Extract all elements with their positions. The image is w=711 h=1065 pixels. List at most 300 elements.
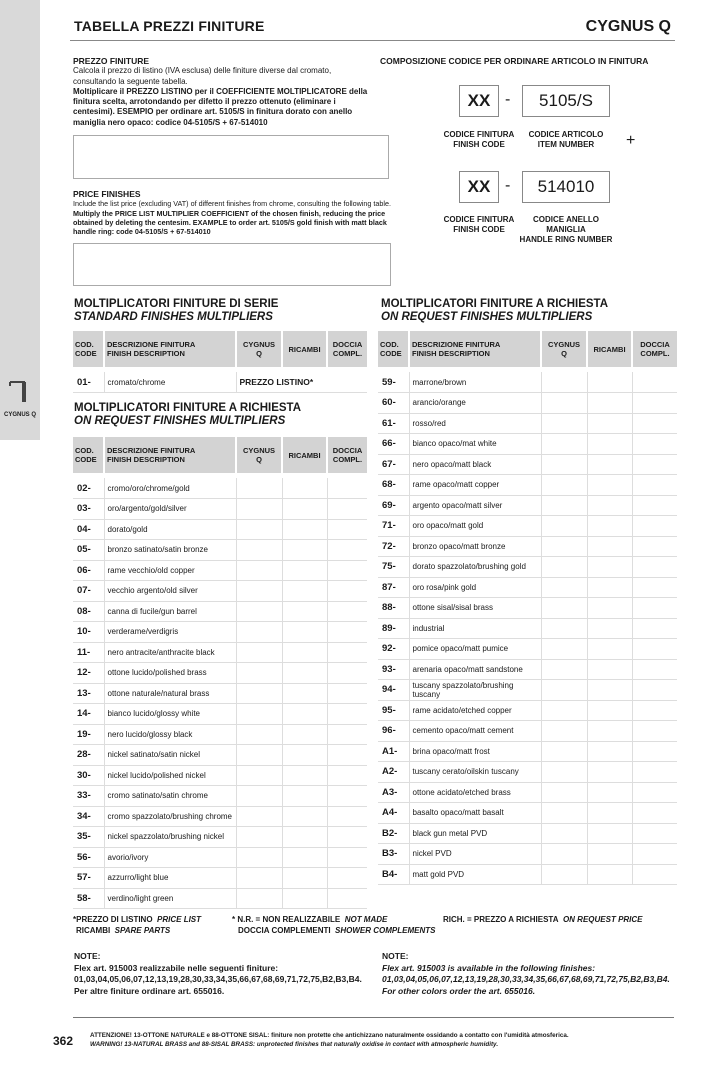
cell-cygnus	[236, 724, 282, 745]
finish-code: 14-	[73, 704, 104, 725]
table-header-row	[378, 331, 677, 367]
cell-doccia	[327, 786, 367, 807]
table-row	[378, 618, 677, 639]
cell-cygnus	[541, 598, 587, 619]
finish-code: 61-	[378, 413, 409, 434]
finish-description: vecchio argento/old silver	[104, 581, 236, 602]
cell-doccia	[327, 745, 367, 766]
request-right-table	[378, 331, 677, 885]
cell-ricambi	[587, 659, 632, 680]
cell-doccia	[632, 823, 677, 844]
cell-cygnus	[541, 639, 587, 660]
table-row	[73, 888, 367, 909]
cell-ricambi	[282, 827, 327, 848]
cell-ricambi	[282, 786, 327, 807]
cell-doccia	[327, 478, 367, 499]
page-number: 362	[53, 1034, 74, 1048]
section-bold-text: Multiply the PRICE LIST MULTIPLIER COEFFICIENT of the chosen finish, reducing the price obtained by deleting the centesim. EXAMPLE to order art. 5105/S gold finish with matt black handle ring: code 04-5105/S + 67-514010	[73, 208, 387, 237]
cell-ricambi	[282, 704, 327, 725]
table-row	[73, 786, 367, 807]
table-row	[73, 806, 367, 827]
table-row	[73, 868, 367, 889]
finish-description: bianco lucido/glossy white	[104, 704, 236, 725]
cell-doccia	[632, 803, 677, 824]
finish-description: ottone acidato/etched brass	[409, 782, 541, 803]
handle-ring-code-box: 514010	[522, 171, 610, 203]
cell-cygnus	[541, 823, 587, 844]
table-row	[73, 642, 367, 663]
finish-code: 12-	[73, 663, 104, 684]
table-row	[378, 413, 677, 434]
finish-description: oro rosa/pink gold	[409, 577, 541, 598]
col-code: COD. CODE	[378, 331, 409, 367]
finish-description: tuscany cerato/oilskin tuscany	[409, 762, 541, 783]
finish-code: 35-	[73, 827, 104, 848]
finish-description: bianco opaco/mat white	[409, 434, 541, 455]
cell-cygnus	[541, 475, 587, 496]
col-doccia: DOCCIA COMPL.	[327, 437, 367, 473]
cell-cygnus	[236, 601, 282, 622]
finish-description: oro/argento/gold/silver	[104, 499, 236, 520]
cell-doccia	[632, 782, 677, 803]
table-row	[73, 745, 367, 766]
cell-doccia	[632, 598, 677, 619]
cell-doccia	[327, 601, 367, 622]
notes-box-en	[73, 243, 391, 286]
table-row	[378, 721, 677, 742]
standard-heading: MOLTIPLICATORI FINITURE DI SERIE STANDARD FINISHES MULTIPLIERS	[74, 298, 279, 323]
cell-ricambi	[282, 724, 327, 745]
cell-ricambi	[587, 372, 632, 393]
handle-ring-caption: CODICE ANELLO MANIGLIA HANDLE RING NUMBER	[519, 215, 613, 244]
table-row	[73, 704, 367, 725]
col-ricambi: RICAMBI	[587, 331, 632, 367]
cell-ricambi	[587, 434, 632, 455]
col-cygnus: CYGNUS Q	[236, 331, 282, 367]
section-price-finishes	[73, 190, 391, 236]
cell-ricambi	[282, 601, 327, 622]
cell-doccia	[632, 639, 677, 660]
cell-ricambi	[282, 888, 327, 909]
finish-description: cromato/chrome	[104, 372, 236, 393]
cell-cygnus	[541, 803, 587, 824]
cell-cygnus	[541, 495, 587, 516]
finish-description: cromo/oro/chrome/gold	[104, 478, 236, 499]
cell-doccia	[632, 495, 677, 516]
cell-cygnus	[541, 700, 587, 721]
finish-description: canna di fucile/gun barrel	[104, 601, 236, 622]
finish-description: dorato spazzolato/brushing gold	[409, 557, 541, 578]
finish-code: 71-	[378, 516, 409, 537]
cell-doccia	[327, 540, 367, 561]
finish-description: rame vecchio/old copper	[104, 560, 236, 581]
finish-code: 33-	[73, 786, 104, 807]
table-row	[378, 372, 677, 393]
cell-doccia	[632, 536, 677, 557]
cell-cygnus	[236, 827, 282, 848]
cell-cygnus	[236, 786, 282, 807]
table-row	[73, 683, 367, 704]
cell-doccia	[327, 724, 367, 745]
cell-ricambi	[282, 519, 327, 540]
cell-cygnus	[236, 704, 282, 725]
cell-cygnus	[541, 721, 587, 742]
cell-doccia	[327, 519, 367, 540]
item-code-box: 5105/S	[522, 85, 610, 117]
cell-doccia	[327, 581, 367, 602]
finish-description: arenaria opaco/matt sandstone	[409, 659, 541, 680]
finish-code-caption: CODICE FINITURA FINISH CODE	[443, 130, 515, 149]
cell-ricambi	[587, 618, 632, 639]
cell-ricambi	[587, 577, 632, 598]
cell-ricambi	[587, 823, 632, 844]
cell-ricambi	[282, 622, 327, 643]
finish-description: brina opaco/matt frost	[409, 741, 541, 762]
page-title: TABELLA PREZZI FINITURE	[74, 18, 265, 34]
side-label: CYGNUS Q	[4, 412, 37, 418]
finish-description: verdino/light green	[104, 888, 236, 909]
col-doccia: DOCCIA COMPL.	[632, 331, 677, 367]
finish-code: B3-	[378, 844, 409, 865]
table-row	[378, 536, 677, 557]
cell-cygnus	[236, 663, 282, 684]
cell-doccia	[632, 741, 677, 762]
finish-description: nickel spazzolato/brushing nickel	[104, 827, 236, 848]
table-row	[378, 844, 677, 865]
composition-title: COMPOSIZIONE CODICE PER ORDINARE ARTICOLO IN FINITURA	[380, 56, 649, 66]
finish-description: rame opaco/matt copper	[409, 475, 541, 496]
cell-cygnus	[541, 557, 587, 578]
cell-ricambi	[282, 765, 327, 786]
cell-cygnus	[236, 868, 282, 889]
table-row	[378, 782, 677, 803]
cell-cygnus	[541, 454, 587, 475]
cell-ricambi	[282, 560, 327, 581]
standard-table	[73, 331, 367, 393]
finish-code: B2-	[378, 823, 409, 844]
finish-description: nero opaco/matt black	[409, 454, 541, 475]
finish-description: bronzo opaco/matt bronze	[409, 536, 541, 557]
finish-description: matt gold PVD	[409, 864, 541, 885]
cell-cygnus	[236, 642, 282, 663]
cell-ricambi	[587, 495, 632, 516]
cell-doccia	[632, 413, 677, 434]
cell-cygnus	[541, 372, 587, 393]
section-text: Calcola il prezzo di listino (IVA esclusa) delle finiture diverse dal cromato, consultando la seguente tabella.	[73, 66, 332, 86]
table-row	[378, 598, 677, 619]
finish-code-box: XX	[459, 85, 499, 117]
cell-cygnus	[541, 516, 587, 537]
table-row	[73, 478, 367, 499]
finish-code: 94-	[378, 680, 409, 701]
finish-value: PREZZO LISTINO*	[236, 372, 367, 393]
cell-doccia	[632, 844, 677, 865]
cell-ricambi	[587, 762, 632, 783]
cell-cygnus	[541, 434, 587, 455]
col-ricambi: RICAMBI	[282, 437, 327, 473]
cell-cygnus	[541, 393, 587, 414]
cell-cygnus	[236, 847, 282, 868]
cell-doccia	[327, 888, 367, 909]
cell-cygnus	[236, 540, 282, 561]
table-row	[378, 434, 677, 455]
finish-description: industrial	[409, 618, 541, 639]
finish-code: 30-	[73, 765, 104, 786]
faucet-icon	[6, 378, 36, 404]
finish-code: A3-	[378, 782, 409, 803]
cell-ricambi	[282, 806, 327, 827]
cell-cygnus	[236, 560, 282, 581]
table-row	[378, 393, 677, 414]
section-text: Include the list price (excluding VAT) of different finishes from chrome, consulting the following table.	[73, 199, 392, 209]
finish-description: tuscany spazzolato/brushing tuscany	[409, 680, 541, 701]
cell-cygnus	[541, 762, 587, 783]
cell-ricambi	[587, 598, 632, 619]
finish-description: cemento opaco/matt cement	[409, 721, 541, 742]
finish-description: ottone naturale/natural brass	[104, 683, 236, 704]
table-row	[378, 516, 677, 537]
finish-code: 10-	[73, 622, 104, 643]
cell-doccia	[327, 622, 367, 643]
cell-cygnus	[236, 745, 282, 766]
table-row	[73, 622, 367, 643]
finish-code: 88-	[378, 598, 409, 619]
table-row	[73, 847, 367, 868]
cell-ricambi	[282, 540, 327, 561]
cell-ricambi	[587, 680, 632, 701]
col-description: DESCRIZIONE FINITURA FINISH DESCRIPTION	[104, 331, 236, 367]
finish-code: 03-	[73, 499, 104, 520]
finish-code-box: XX	[459, 171, 499, 203]
finish-code: 06-	[73, 560, 104, 581]
cell-doccia	[632, 618, 677, 639]
cell-doccia	[632, 393, 677, 414]
cell-cygnus	[236, 519, 282, 540]
col-cygnus: CYGNUS Q	[541, 331, 587, 367]
cell-ricambi	[587, 639, 632, 660]
cell-doccia	[632, 434, 677, 455]
cell-ricambi	[587, 844, 632, 865]
finish-code: 72-	[378, 536, 409, 557]
request-right-heading: MOLTIPLICATORI FINITURE A RICHIESTA ON REQUEST FINISHES MULTIPLIERS	[381, 298, 609, 323]
finish-description: nero antracite/anthracite black	[104, 642, 236, 663]
cell-ricambi	[587, 741, 632, 762]
table-row	[73, 663, 367, 684]
finish-code: 04-	[73, 519, 104, 540]
section-title: PRICE FINISHES	[73, 189, 141, 199]
finish-code: A1-	[378, 741, 409, 762]
cell-ricambi	[587, 454, 632, 475]
finish-code: 92-	[378, 639, 409, 660]
cell-doccia	[632, 577, 677, 598]
col-ricambi: RICAMBI	[282, 331, 327, 367]
cell-doccia	[327, 827, 367, 848]
table-row	[73, 601, 367, 622]
cell-doccia	[632, 659, 677, 680]
finish-description: avorio/ivory	[104, 847, 236, 868]
section-title: PREZZO FINITURE	[73, 56, 150, 66]
cell-ricambi	[587, 475, 632, 496]
cell-ricambi	[282, 642, 327, 663]
cell-ricambi	[282, 683, 327, 704]
finish-description: argento opaco/matt silver	[409, 495, 541, 516]
notes-box-it	[73, 135, 389, 179]
finish-code: 28-	[73, 745, 104, 766]
cell-ricambi	[587, 413, 632, 434]
finish-code: 59-	[378, 372, 409, 393]
finish-description: bronzo satinato/satin bronze	[104, 540, 236, 561]
table-row	[73, 499, 367, 520]
cell-cygnus	[236, 622, 282, 643]
cell-ricambi	[282, 663, 327, 684]
cell-cygnus	[541, 844, 587, 865]
finish-code: 68-	[378, 475, 409, 496]
cell-cygnus	[541, 413, 587, 434]
table-row	[378, 475, 677, 496]
cell-ricambi	[587, 721, 632, 742]
finish-code-caption: CODICE FINITURA FINISH CODE	[443, 215, 515, 234]
cell-cygnus	[541, 741, 587, 762]
finish-code: 01-	[73, 372, 104, 393]
table-row	[378, 741, 677, 762]
divider	[70, 40, 675, 41]
cell-doccia	[327, 847, 367, 868]
cell-cygnus	[541, 782, 587, 803]
cell-cygnus	[541, 864, 587, 885]
table-row	[378, 454, 677, 475]
finish-description: rame acidato/etched copper	[409, 700, 541, 721]
cell-doccia	[632, 516, 677, 537]
cell-cygnus	[236, 581, 282, 602]
section-bold-text: Moltiplicare il PREZZO LISTINO per il COEFFICIENTE MOLTIPLICATORE della finitura scelta, arrotondando per difetto il prezzo ottenuto (eliminare i centesimi). ESEMPIO per ordinare art. 5105/S in finitura dorato con anello maniglia nero opaco: codice 04-5105/S + 67-514010	[73, 86, 368, 127]
warning: ATTENZIONE! 13-OTTONE NATURALE e 88-OTTONE SISAL: finiture non protette che antichizzano naturalmente ossidando a contatto con l'umidità atmosferica. WARNING! 13-NATURAL BRASS and 88-SISAL BRASS: unprotected finishes that naturally oxidise in contact with atmospheric humidity.	[90, 1032, 569, 1048]
col-description: DESCRIZIONE FINITURA FINISH DESCRIPTION	[409, 331, 541, 367]
table-row	[73, 540, 367, 561]
cell-ricambi	[282, 581, 327, 602]
table-row	[73, 372, 367, 393]
cell-doccia	[327, 683, 367, 704]
finish-description: oro opaco/matt gold	[409, 516, 541, 537]
finish-code: 89-	[378, 618, 409, 639]
col-cygnus: CYGNUS Q	[236, 437, 282, 473]
cell-cygnus	[541, 536, 587, 557]
finish-description: ottone lucido/polished brass	[104, 663, 236, 684]
finish-code: 56-	[73, 847, 104, 868]
cell-ricambi	[587, 700, 632, 721]
cell-doccia	[327, 806, 367, 827]
table-header-row	[73, 437, 367, 473]
cell-ricambi	[587, 536, 632, 557]
finish-code: 95-	[378, 700, 409, 721]
section-prezzo-finiture	[73, 56, 373, 128]
finish-code: 05-	[73, 540, 104, 561]
cell-cygnus	[236, 888, 282, 909]
plus-sign: +	[626, 132, 636, 149]
table-row	[378, 864, 677, 885]
finish-description: arancio/orange	[409, 393, 541, 414]
finish-code: 11-	[73, 642, 104, 663]
cell-ricambi	[282, 847, 327, 868]
finish-code: 60-	[378, 393, 409, 414]
table-row	[378, 659, 677, 680]
finish-code: 93-	[378, 659, 409, 680]
table-row	[73, 560, 367, 581]
footer-divider	[73, 1017, 674, 1018]
finish-description: nickel lucido/polished nickel	[104, 765, 236, 786]
finish-description: nickel PVD	[409, 844, 541, 865]
finish-description: rosso/red	[409, 413, 541, 434]
cell-ricambi	[587, 864, 632, 885]
finish-description: black gun metal PVD	[409, 823, 541, 844]
cell-doccia	[632, 557, 677, 578]
cell-ricambi	[282, 868, 327, 889]
cell-doccia	[327, 663, 367, 684]
cell-cygnus	[541, 618, 587, 639]
finish-description: nickel satinato/satin nickel	[104, 745, 236, 766]
table-row	[378, 557, 677, 578]
table-row	[378, 577, 677, 598]
finish-code: 13-	[73, 683, 104, 704]
finish-description: dorato/gold	[104, 519, 236, 540]
dash: -	[505, 91, 511, 108]
table-row	[73, 581, 367, 602]
cell-ricambi	[587, 393, 632, 414]
table-row	[73, 827, 367, 848]
request-left-heading: MOLTIPLICATORI FINITURE A RICHIESTA ON REQUEST FINISHES MULTIPLIERS	[74, 402, 302, 427]
cell-cygnus	[236, 765, 282, 786]
cell-ricambi	[282, 499, 327, 520]
finish-code: 66-	[378, 434, 409, 455]
cell-cygnus	[541, 659, 587, 680]
cell-doccia	[327, 704, 367, 725]
table-row	[378, 762, 677, 783]
cell-ricambi	[282, 745, 327, 766]
finish-code: 96-	[378, 721, 409, 742]
table-row	[378, 639, 677, 660]
cell-cygnus	[236, 806, 282, 827]
cell-doccia	[632, 680, 677, 701]
table-row	[378, 495, 677, 516]
finish-code: A2-	[378, 762, 409, 783]
finish-description: basalto opaco/matt basalt	[409, 803, 541, 824]
cell-cygnus	[236, 683, 282, 704]
cell-ricambi	[587, 803, 632, 824]
cell-cygnus	[541, 577, 587, 598]
cell-doccia	[632, 372, 677, 393]
cell-doccia	[327, 765, 367, 786]
table-row	[378, 700, 677, 721]
brand-title: CYGNUS Q	[585, 18, 671, 35]
finish-description: cromo satinato/satin chrome	[104, 786, 236, 807]
cell-doccia	[632, 454, 677, 475]
finish-code: B4-	[378, 864, 409, 885]
table-row	[73, 519, 367, 540]
cell-doccia	[327, 868, 367, 889]
col-description: DESCRIZIONE FINITURA FINISH DESCRIPTION	[104, 437, 236, 473]
finish-code: 87-	[378, 577, 409, 598]
cell-doccia	[327, 560, 367, 581]
col-doccia: DOCCIA COMPL.	[327, 331, 367, 367]
cell-doccia	[632, 475, 677, 496]
dash: -	[505, 177, 511, 194]
finish-code: 67-	[378, 454, 409, 475]
cell-ricambi	[282, 478, 327, 499]
table-row	[73, 765, 367, 786]
finish-code: 34-	[73, 806, 104, 827]
note-en: NOTE: Flex art. 915003 is available in the following finishes: 01,03,04,05,06,07,12,13,19,28,30,33,34,35,66,67,68,69,71,72,75,B2,B3,B4. For other colors order the art. 655016.	[382, 951, 670, 996]
table-row	[378, 680, 677, 701]
cell-ricambi	[587, 516, 632, 537]
